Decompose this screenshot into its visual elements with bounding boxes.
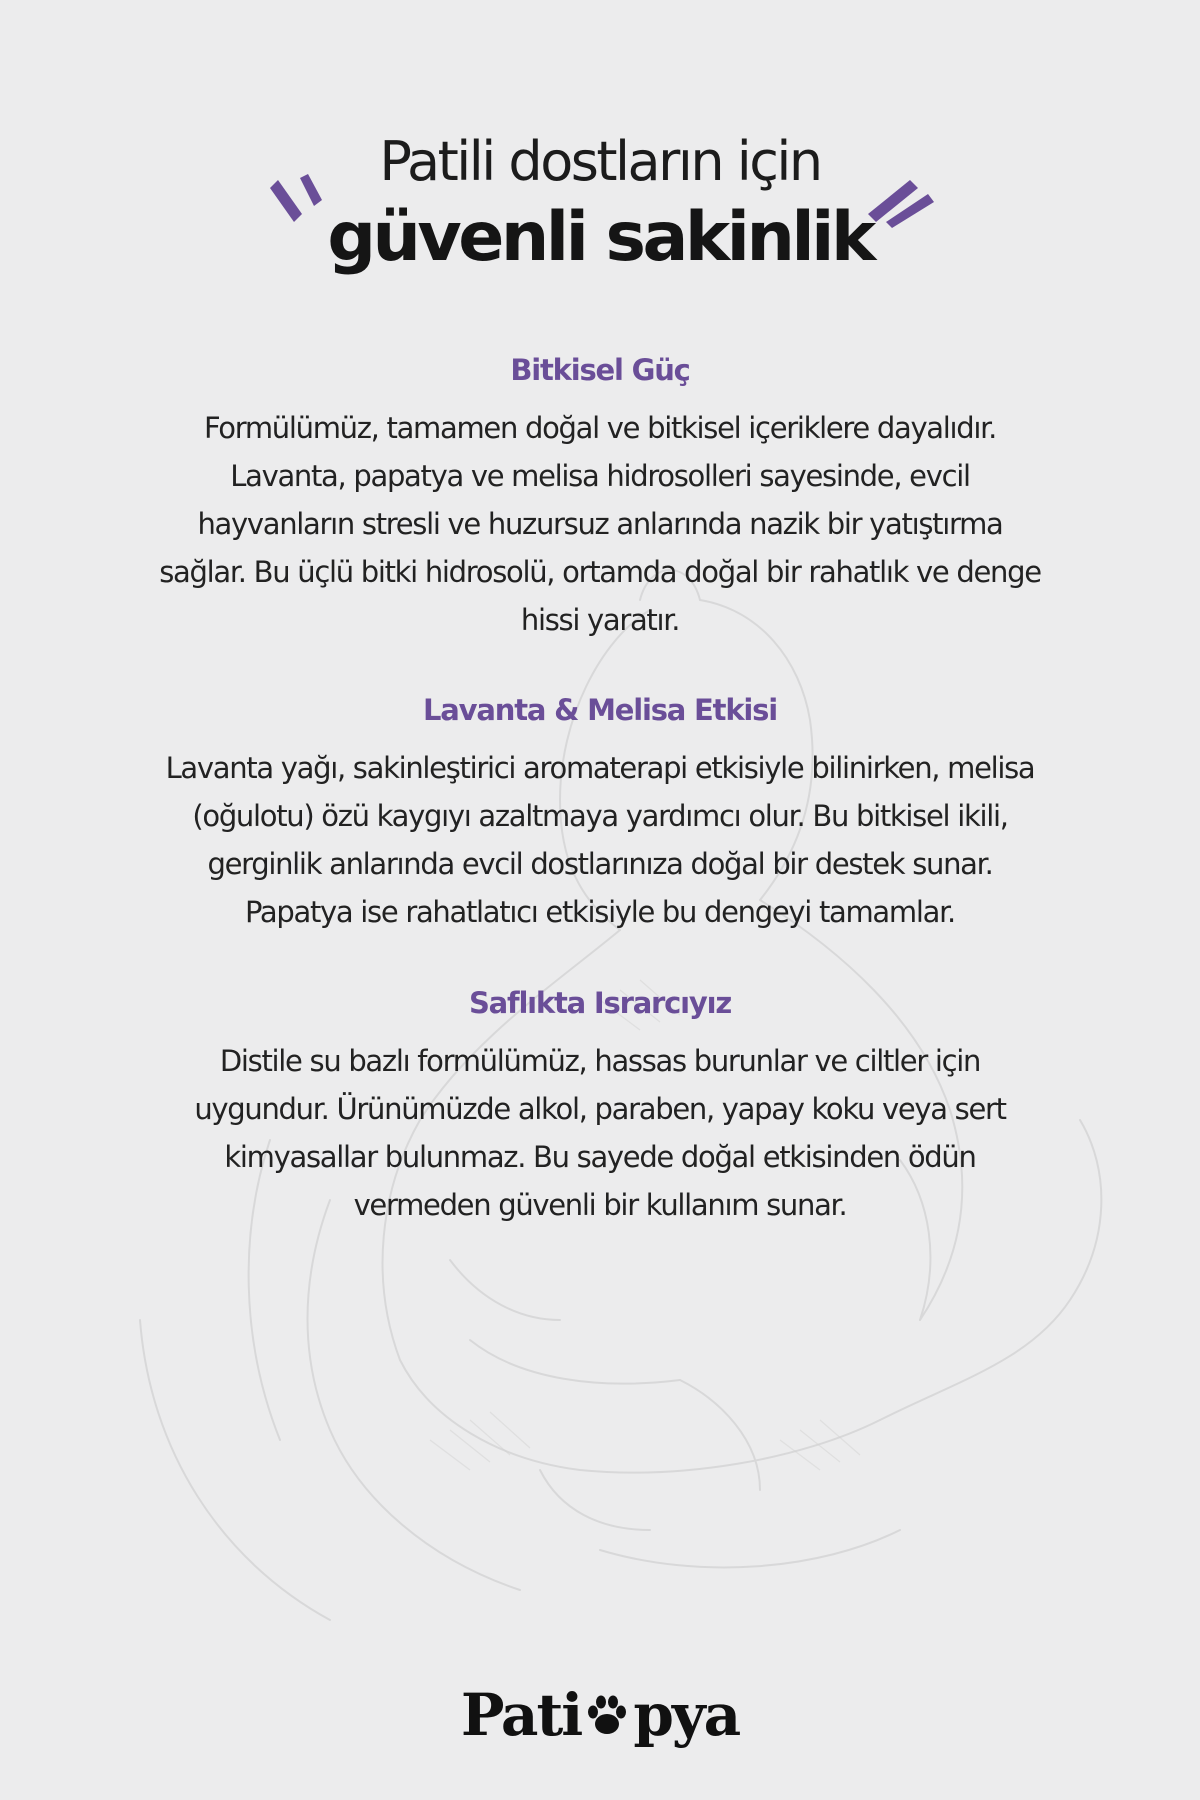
section-bitkisel-guc xyxy=(120,350,1080,644)
logo-text-end: pya xyxy=(633,1681,740,1749)
section-title: Saflıkta Israrcıyız xyxy=(468,986,732,1020)
body-line: Formülümüz, tamamen doğal ve bitkisel içeriklere dayalıdır. xyxy=(203,411,997,445)
page-heading xyxy=(0,128,1200,280)
heading-subtitle: Patili dostların için xyxy=(379,130,821,193)
body-line: Distile su bazlı formülümüz, hassas burunlar ve ciltler için xyxy=(219,1044,981,1078)
brand-logo xyxy=(0,1680,1200,1750)
paw-icon xyxy=(582,1691,632,1741)
body-line: kimyasallar bulunmaz. Bu sayede doğal etkisinden ödün xyxy=(224,1140,976,1174)
body-line: Papatya ise rahatlatıcı etkisiyle bu dengeyi tamamlar. xyxy=(245,895,955,929)
body-line: hayvanların stresli ve huzursuz anlarında nazik bir yatıştırma xyxy=(197,507,1003,541)
body-line: Lavanta yağı, sakinleştirici aromaterapi etkisiyle bilinirken, melisa xyxy=(165,751,1035,785)
section-title: Lavanta & Melisa Etkisi xyxy=(423,693,777,727)
section-saflik xyxy=(120,983,1080,1229)
section-body xyxy=(120,744,1080,936)
body-line: gerginlik anlarında evcil dostlarınıza doğal bir destek sunar. xyxy=(207,847,993,881)
body-line: hissi yaratır. xyxy=(520,603,680,637)
logo-text-start: Pati xyxy=(460,1681,582,1749)
body-line: vermeden güvenli bir kullanım sunar. xyxy=(353,1188,847,1222)
section-title: Bitkisel Güç xyxy=(510,353,690,387)
body-line: (oğulotu) özü kaygıyı azaltmaya yardımcı olur. Bu bitkisel ikili, xyxy=(192,799,1008,833)
section-body xyxy=(120,404,1080,644)
body-line: uygundur. Ürünümüzde alkol, paraben, yapay koku veya sert xyxy=(194,1092,1006,1126)
section-lavanta-melisa xyxy=(120,690,1080,936)
body-line: Lavanta, papatya ve melisa hidrosolleri sayesinde, evcil xyxy=(230,459,970,493)
heading-title: güvenli sakinlik xyxy=(327,198,873,277)
section-body xyxy=(120,1037,1080,1229)
body-line: sağlar. Bu üçlü bitki hidrosolü, ortamda doğal bir rahatlık ve denge xyxy=(159,555,1041,589)
